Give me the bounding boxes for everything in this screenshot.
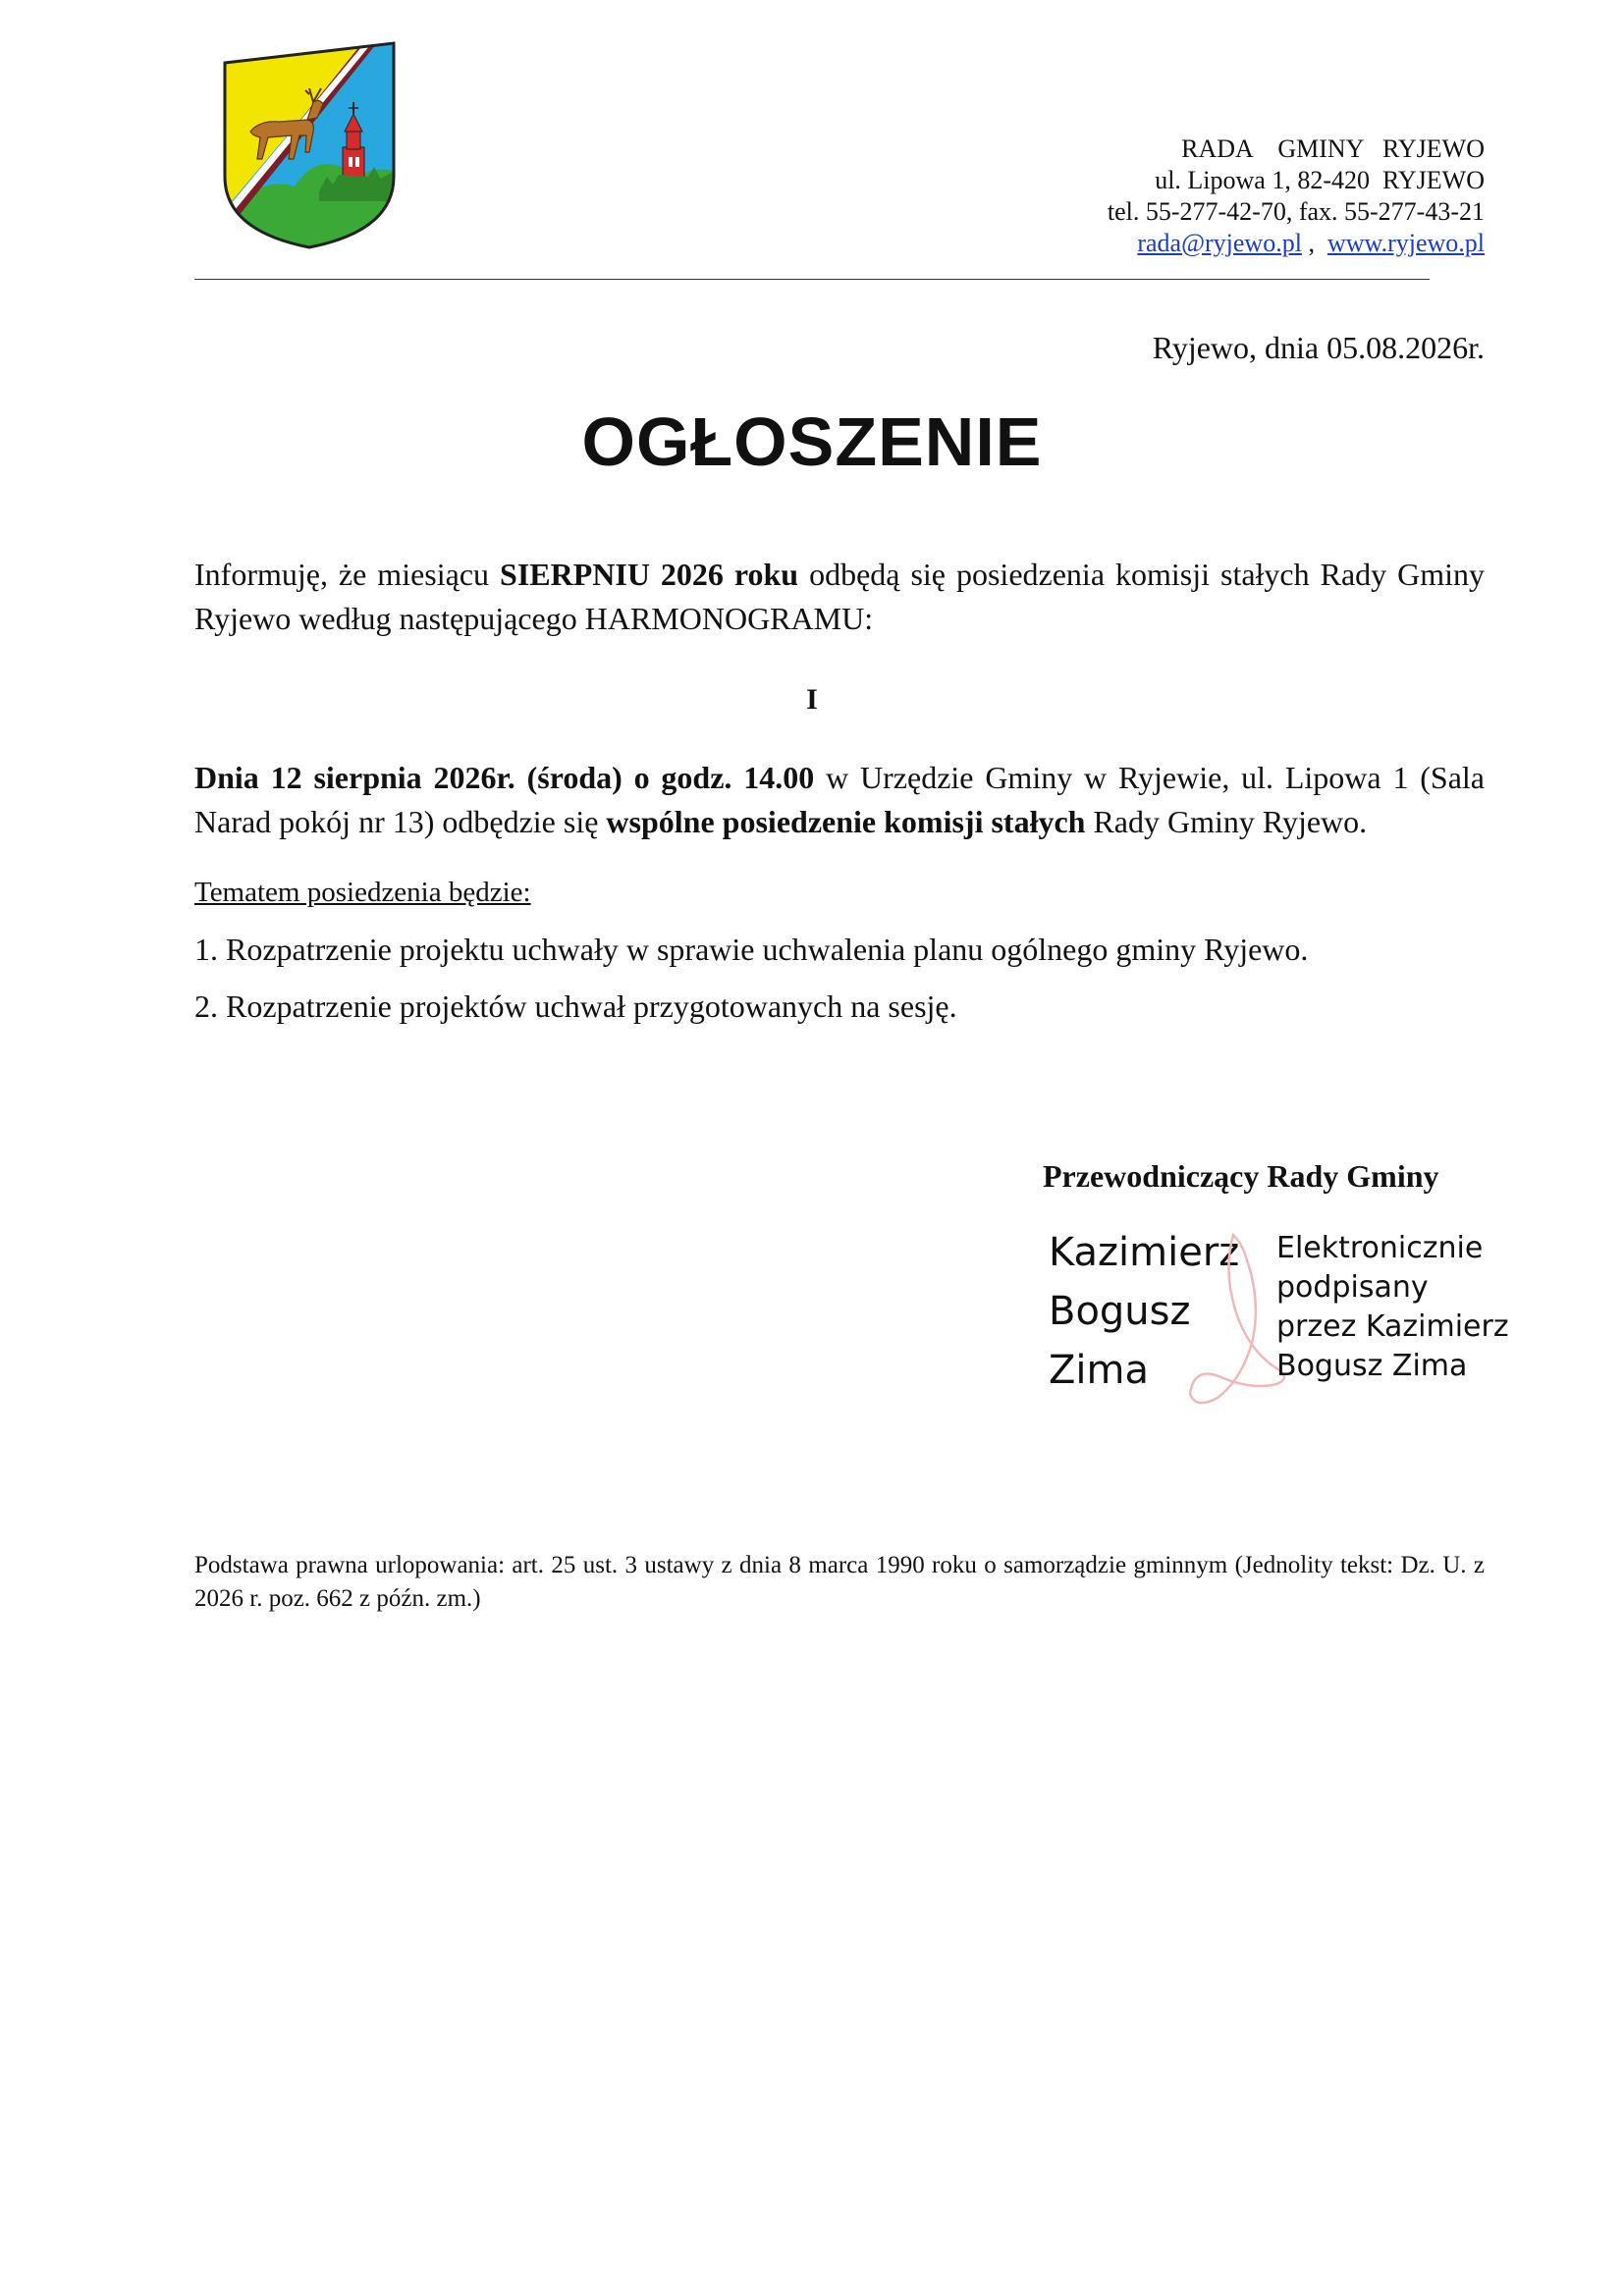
signature-stamp-text <box>1276 1229 1522 1386</box>
intro-text-part2: odbędą się posiedzenia komisji stałych Rady Gminy Ryjewo według następującego HARMONOGRAMU: <box>194 557 1486 636</box>
intro-paragraph <box>194 553 1485 641</box>
meeting-paragraph <box>194 756 1485 844</box>
signature-text-line: Elektronicznie <box>1276 1231 1484 1265</box>
meeting-type-bold: wspólne posiedzenie komisji stałych <box>606 804 1086 839</box>
chairman-title: Przewodniczący Rady Gminy <box>1043 1158 1439 1194</box>
signer-name-line: Bogusz <box>1049 1289 1191 1334</box>
legal-basis-note: Podstawa prawna urlopowania: art. 25 ust. 3 ustawy z dnia 8 marca 1990 roku o samorządzie gminnym (Jednolity tekst: Dz. U. z 2026 r. poz. 662 z późn. zm.) <box>194 1552 1485 1612</box>
intro-month-bold: SIERPNIU 2026 roku <box>500 557 799 592</box>
section-number: I <box>806 683 818 716</box>
agenda-item: 2. Rozpatrzenie projektów uchwał przygotowanych na sesję. <box>194 988 957 1024</box>
contact-links <box>1137 228 1485 259</box>
agenda-item: 1. Rozpatrzenie projektu uchwały w sprawie uchwalenia planu ogólnego gminy Ryjewo. <box>194 932 1309 967</box>
document-date: Ryjewo, dnia 05.08.2026r. <box>1152 330 1485 365</box>
council-phone-fax: tel. 55-277-42-70, fax. 55-277-43-21 <box>1107 197 1485 226</box>
council-name: RADA GMINY RYJEWO <box>1181 134 1485 163</box>
signature-text-line: Bogusz Zima <box>1276 1349 1468 1383</box>
signature-text-line: przez Kazimierz <box>1276 1309 1509 1344</box>
council-address: ul. Lipowa 1, 82-420 RYJEWO <box>1155 166 1485 194</box>
website-link[interactable]: www.ryjewo.pl <box>1326 229 1485 257</box>
coat-of-arms-logo <box>211 29 407 255</box>
signer-name-line: Zima <box>1049 1348 1149 1393</box>
signer-name-line: Kazimierz <box>1049 1230 1240 1275</box>
link-separator: , <box>1301 229 1327 257</box>
agenda-label: Tematem posiedzenia będzie: <box>194 877 531 908</box>
email-link[interactable]: rada@ryjewo.pl <box>1137 229 1302 257</box>
signature-text-line: podpisany <box>1276 1270 1429 1305</box>
meeting-location-text: w Urzędzie Gminy w Ryjewie, ul. Lipowa 1 (Sala Narad pokój nr 13) odbędzie się <box>194 760 1486 839</box>
electronic-signature <box>1049 1229 1520 1425</box>
header-divider <box>194 279 1430 280</box>
document-title: OGŁOSZENIE <box>581 403 1043 480</box>
intro-text-part1: Informuję, że miesiącu <box>194 557 501 592</box>
meeting-text-end: Rady Gminy Ryjewo. <box>1085 804 1368 839</box>
meeting-datetime-bold: Dnia 12 sierpnia 2026r. (środa) o godz. 14.00 <box>194 760 815 795</box>
